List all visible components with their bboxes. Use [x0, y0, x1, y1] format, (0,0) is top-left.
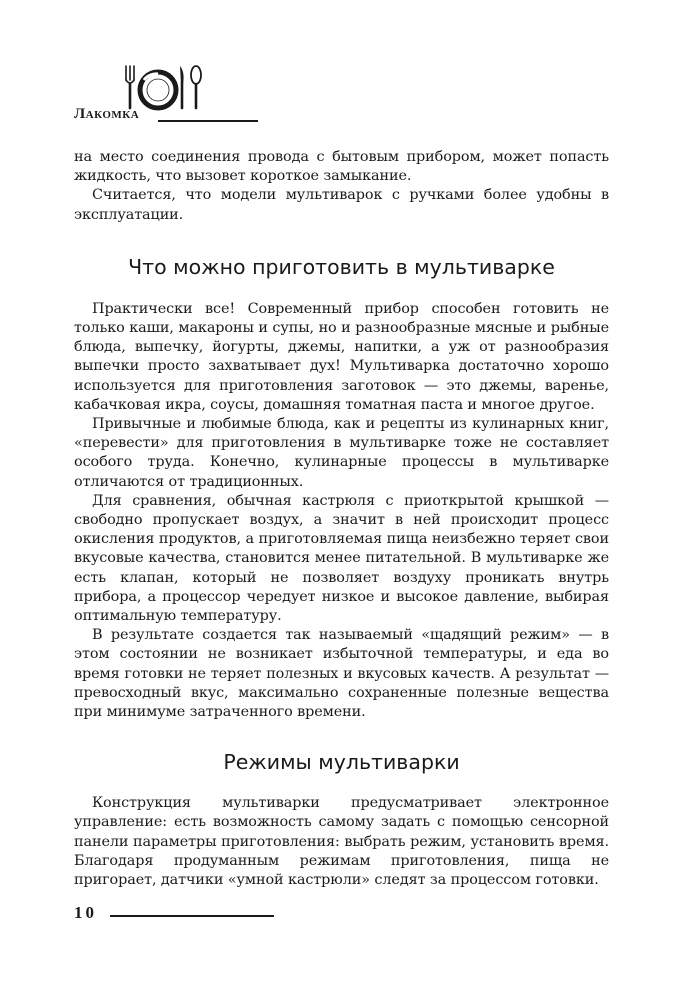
paragraph: Привычные и любимые блюда, как и рецепты из кулинарных книг, «перевести» для приготовления в мультиварке тоже не составляет особого труда. Конечно, кулинарные процессы в мультиварке отличаются от традиционных.	[74, 416, 609, 490]
paragraph: на место соединения провода с бытовым прибором, может попасть жидкость, что вызовет короткое замыкание.	[74, 149, 609, 185]
paragraph: Для сравнения, обычная кастрюля с приоткрытой крышкой — свободно пропускает воздух, а значит в ней происходит процесс окисления продуктов, а приготовляемая пища неизбежно теряет свои вкусовые качества, становится менее питательной. В мультиварке же есть клапан, который не позволяет воздуху проникать внутрь прибора, а процессор чередует низкое и высокое давление, выбирая оптимальную температуру.	[74, 492, 609, 625]
page-body	[74, 148, 609, 890]
paragraph: Считается, что модели мультиварок с ручками более удобны в эксплуатации.	[74, 187, 609, 223]
paragraph: В результате создается так называемый «щадящий режим» — в этом состоянии не возникает избыточной температуры, и еда во время готовки не теряет полезных и вкусовых качеств. А результат — превосходный вкус, максимально сохраненные полезные вещества при минимуме затраченного времени.	[74, 627, 609, 721]
paragraph: Практически все! Современный прибор способен готовить не только каши, макароны и супы, но и разнообразные мясные и рыбные блюда, выпечку, йогурты, джемы, напитки, а уж от разнообразия выпечки просто захватывает дух! Мультиварка достаточно хорошо используется для приготовления заготовок — это джемы, варенье, кабачковая икра, соусы, домашняя томатная паста и многое другое.	[74, 300, 609, 413]
section-heading: Что можно приготовить в мультиварке	[128, 254, 555, 279]
book-series-title: Лакомка	[74, 106, 140, 122]
paragraph: Конструкция мультиварки предусматривает электронное управление: есть возможность самому задать с помощью сенсорной панели параметры приготовления: выбрать режим, установить время. Благодаря продуманным режимам приготовления, пища не пригорает, датчики «умной кастрюли» следят за процессом готовки.	[74, 795, 609, 889]
page-number: 10	[74, 903, 97, 922]
header-rule	[158, 120, 258, 122]
running-header	[74, 62, 264, 124]
section-heading: Режимы мультиварки	[223, 750, 460, 775]
footer-rule	[110, 915, 274, 917]
